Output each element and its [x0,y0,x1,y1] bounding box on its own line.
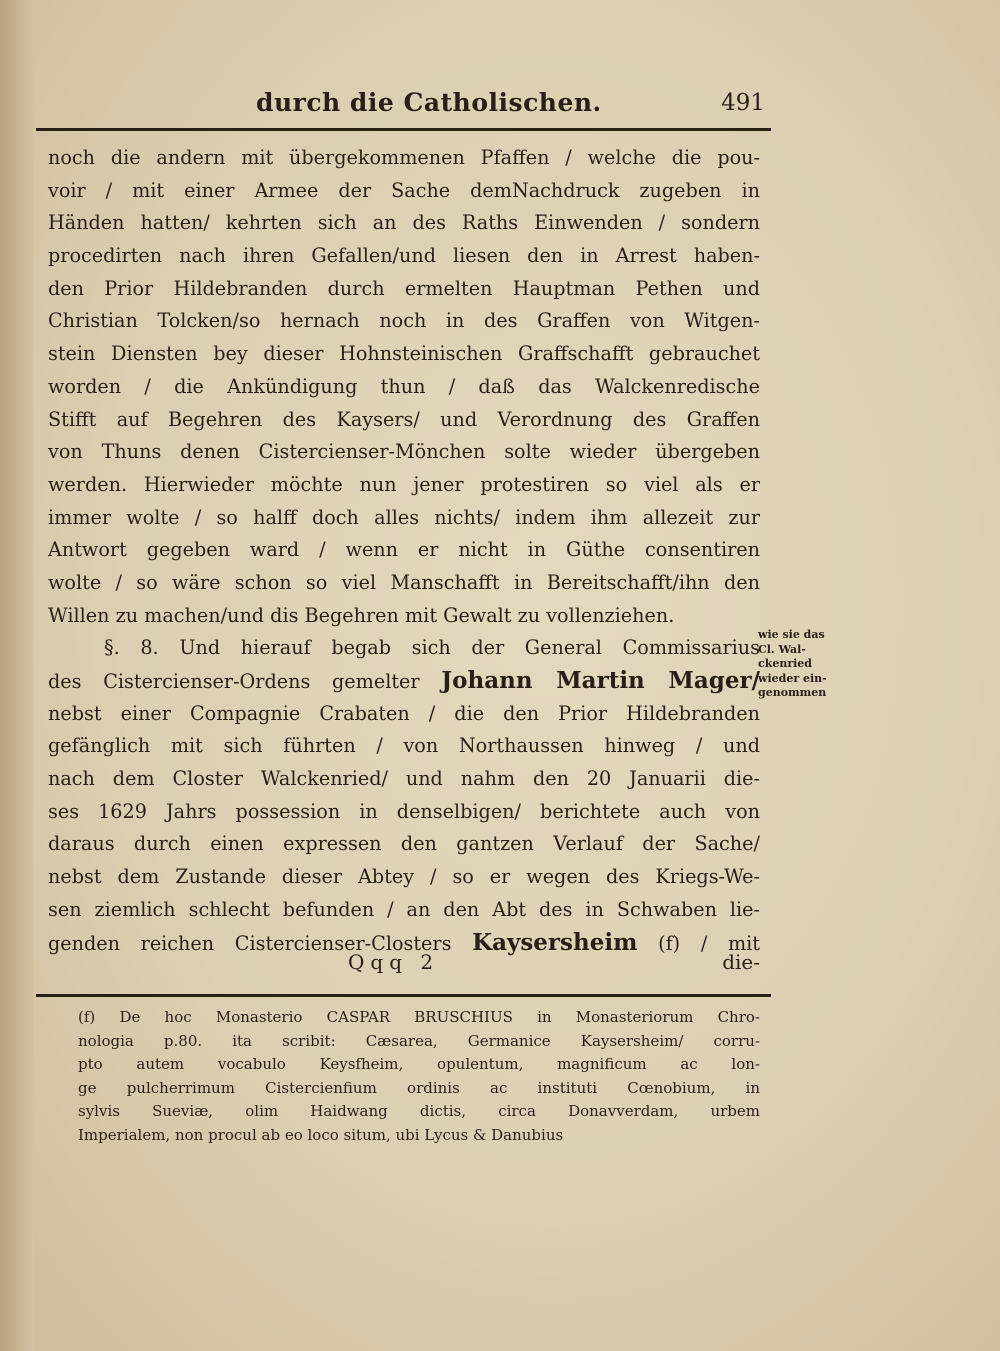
text-line: gefänglich mit sich führten / von Northaussen hinweg / und [48,734,760,758]
footnote-ref: (f) / mit [658,931,760,955]
text-line: worden / die Ankündigung thun / daß das Walckenredische [48,374,760,398]
page-header [36,88,771,122]
emphasized-name: Johann Martin Mager/ [441,667,760,694]
text-line: werden. Hierwieder möchte nun jener protestiren so viel als er [48,472,760,496]
text-line: immer wolte / so halff doch alles nichts/ indem ihm allezeit zur [48,505,760,529]
text-span: genden reichen Cistercienser-Closters [48,931,452,955]
text-line: den Prior Hildebranden durch ermelten Hauptman Pethen und [48,276,760,300]
catch-line [48,950,760,984]
footnote [78,1006,760,1147]
footnote-line: Imperialem, non procul ab eo loco situm, ubi Lycus & Danubius [78,1125,564,1144]
footnote-line: pto autem vocabulo Keysfheim, opulentum, magnificum ac lon- [78,1055,760,1073]
text-line [48,665,760,698]
text-line: procedirten nach ihren Gefallen/und liesen den in Arrest haben- [48,244,760,268]
text-span: Und hierauf begab sich der General Commissarius [179,636,760,660]
section-number: §. 8. [104,636,159,660]
paragraph-start [48,632,760,665]
margin-note-line: ckenried [758,657,812,670]
signature-mark: Qqq 2 [348,950,440,974]
text-line: Antwort gegeben ward / wenn er nicht in Güthe consentiren [48,538,760,562]
main-text [48,142,760,959]
text-line: sen ziemlich schlecht befunden / an den Abt des in Schwaben lie- [48,897,760,921]
footnote-line: sylvis Sueviæ, olim Haidwang dictis, circa Donavverdam, urbem [78,1102,760,1120]
text-line: von Thuns denen Cistercienser-Mönchen solte wieder übergeben [48,440,760,464]
page-gutter-shadow [0,0,34,1351]
running-head: durch die Catholischen. [256,88,602,117]
text-line: nebst dem Zustande dieser Abtey / so er wegen des Kriegs-We- [48,865,760,889]
text-line: nach dem Closter Walckenried/ und nahm den 20 Januarii die- [48,767,760,791]
footnote-rule [36,994,771,997]
text-line: stein Diensten bey dieser Hohnsteinischen Graffschafft gebrauchet [48,342,760,366]
margin-note-line: wie sie das [758,628,825,641]
margin-note-line: genommen [758,686,827,699]
text-line: daraus durch einen expressen den gantzen Verlauf der Sache/ [48,832,760,856]
text-span: des Cistercienser-Ordens gemelter [48,670,420,693]
footnote-line: ge pulcherrimum Cistercienfium ordinis ac instituti Cœnobium, in [78,1078,760,1097]
text-line: Händen hatten/ kehrten sich an des Raths Einwenden / sondern [48,211,760,235]
catchword: die- [722,950,760,974]
footnote-line: (f) De hoc Monasterio CASPAR BRUSCHIUS in Monasteriorum Chro- [78,1008,760,1026]
margin-note-line: wieder ein- [758,671,827,685]
text-line: noch die andern mit übergekommenen Pfaffen / welche die pou- [48,146,760,169]
margin-note [758,628,858,701]
footnote-line: nologia p.80. ita scribit: Cæsarea, Germanice Kaysersheim/ corru- [78,1031,760,1050]
text-line: voir / mit einer Armee der Sache demNachdruck zugeben in [48,178,760,202]
text-line: nebst einer Compagnie Crabaten / die den Prior Hildebranden [48,701,760,725]
text-line: wolte / so wäre schon so viel Manschafft in Bereitschafft/ihn den [48,570,760,594]
text-line: Christian Tolcken/so hernach noch in des Graffen von Witgen- [48,309,760,333]
margin-note-line: Cl. Wal- [758,642,806,656]
text-line: Willen zu machen/und dis Begehren mit Gewalt zu vollenziehen. [48,603,675,627]
text-line: ses 1629 Jahrs possession in denselbigen/ berichtete auch von [48,799,760,823]
header-rule [36,128,771,131]
page-number: 491 [721,90,765,116]
text-line: Stifft auf Begehren des Kaysers/ und Verordnung des Graffen [48,407,760,431]
emphasized-name: Kaysersheim [472,928,638,956]
